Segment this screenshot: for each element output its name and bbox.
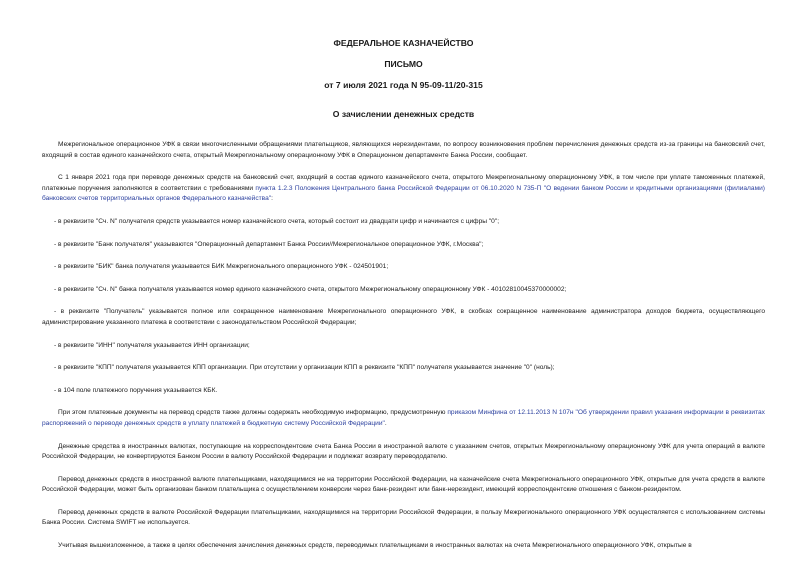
paragraph-text-end: : — [271, 195, 273, 203]
list-item: - в реквизите "КПП" получателя указывается КПП организации. При отсутствии у организации КПП в реквизите "КПП" получателя указывается значение "0" (ноль); — [54, 364, 555, 372]
paragraph-foreign-currency: Денежные средства в иностранных валютах, поступающие на корреспондентские счета Банка России в иностранной валюте с указанием счетов, открытых Межрегиональному операционному УФК для учета операций в валюте Российской Федерации, не конвертируются Банком России в валюту Российской Федерации и подлежат возврату перевододателю. — [42, 442, 765, 461]
regulation-link[interactable]: пункта 1.2.3 Положения Центрального банка Российской Федерации от 06.10.2020 N 735-П "О ведении банком России и кредитными организациями (филиалами) банковских счетов территориальных органов Федерального казначейства" — [42, 184, 765, 203]
letter-header — [42, 0, 765, 119]
list-item: - в реквизите "Банк получателя" указываются "Операционный департамент Банка России//Межрегиональное операционное УФК, г.Москва"; — [54, 240, 484, 248]
list-item: - в реквизите "Сч. N" получателя средств указывается номер казначейского счета, который состоит из двадцати цифр и начинается с цифры "0"; — [54, 217, 500, 225]
list-item: - в реквизите "БИК" банка получателя указывается БИК Межрегионального операционного УФК - 024501901; — [54, 263, 389, 271]
document-subject: О зачислении денежных средств — [332, 109, 475, 119]
paragraph-text: При этом платежные документы на перевод средств также должны содержать необходимую информацию, предусмотренную — [58, 409, 448, 417]
document-date-number: от 7 июля 2021 года N 95-09-11/20-315 — [324, 80, 483, 90]
list-item: - в реквизите "ИНН" получателя указывается ИНН организации; — [54, 341, 250, 349]
paragraph-conclusion: Учитывая вышеизложенное, а также в целях обеспечения зачисления денежных средств, переводимых плательщиками в иностранных валютах на счета Межрегионального операционного УФК, открытые в — [58, 542, 692, 550]
paragraph-additional-info — [42, 408, 765, 429]
paragraph-foreign-transfer: Перевод денежных средств в иностранной валюте плательщиками, находящимися не на территории Российской Федерации, на казначейские счета Межрегионального операционного УФК, открытые для учета средств в валюте Российской Федерации, может быть организован банком плательщика с осуществлением конверсии через банк-резидент или банк-нерезидент, имеющий корреспондентские отношения с банком-резидентом. — [42, 475, 765, 494]
paragraph-intro: Межрегиональное операционное УФК в связи многочисленными обращениями плательщиков, являющихся нерезидентами, по вопросу возникновения проблем перечисления денежных средств из-за границы на банковский счет, входящий в состав единого казначейского счета, открытый Межрегиональному операционному УФК в Операционном департаменте Банка России, сообщает. — [42, 141, 765, 159]
list-item: - в реквизите "Сч. N" банка получателя указывается номер единого казначейского счета, открытого Межрегиональному операционному УФК - 40102810045370000002; — [54, 285, 567, 293]
document-type: ПИСЬМО — [384, 59, 423, 69]
paragraph-text-end: . — [384, 419, 387, 427]
agency-title: ФЕДЕРАЛЬНОЕ КАЗНАЧЕЙСТВО — [333, 38, 474, 48]
paragraph-requirements — [42, 173, 765, 205]
list-item: - в 104 поле платежного поручения указывается КБК. — [54, 386, 218, 394]
paragraph-rub-transfer: Перевод денежных средств в валюте Российской Федерации плательщиками, находящимися на территории Российской Федерации, в пользу Межрегионального операционного УФК осуществляется с использованием системы Банка России. Система SWIFT не используется. — [42, 508, 765, 527]
order-link[interactable]: приказом Минфина от 12.11.2013 N 107н "Об утверждении правил указания информации в реквизитах распоряжений о переводе денежных средств в уплату платежей в бюджетную систему Российской Федерации" — [42, 409, 765, 427]
letter-body — [42, 140, 765, 552]
paragraph-text: С 1 января 2021 года при переводе денежных средств на банковский счет, входящий в состав единого казначейского счета, открытого Межрегиональному операционному УФК, в том числе при уплате таможенных платежей, платежные поручения заполняются в соответствии с требованиями — [42, 174, 765, 192]
list-item: - в реквизите "Получатель" указывается полное или сокращенное наименование Межрегионального операционного УФК, в скобках сокращенное наименование администратора доходов бюджета, осуществляющего администрирование указанного платежа в соответствии с законодательством Российской Федерации; — [42, 308, 765, 326]
